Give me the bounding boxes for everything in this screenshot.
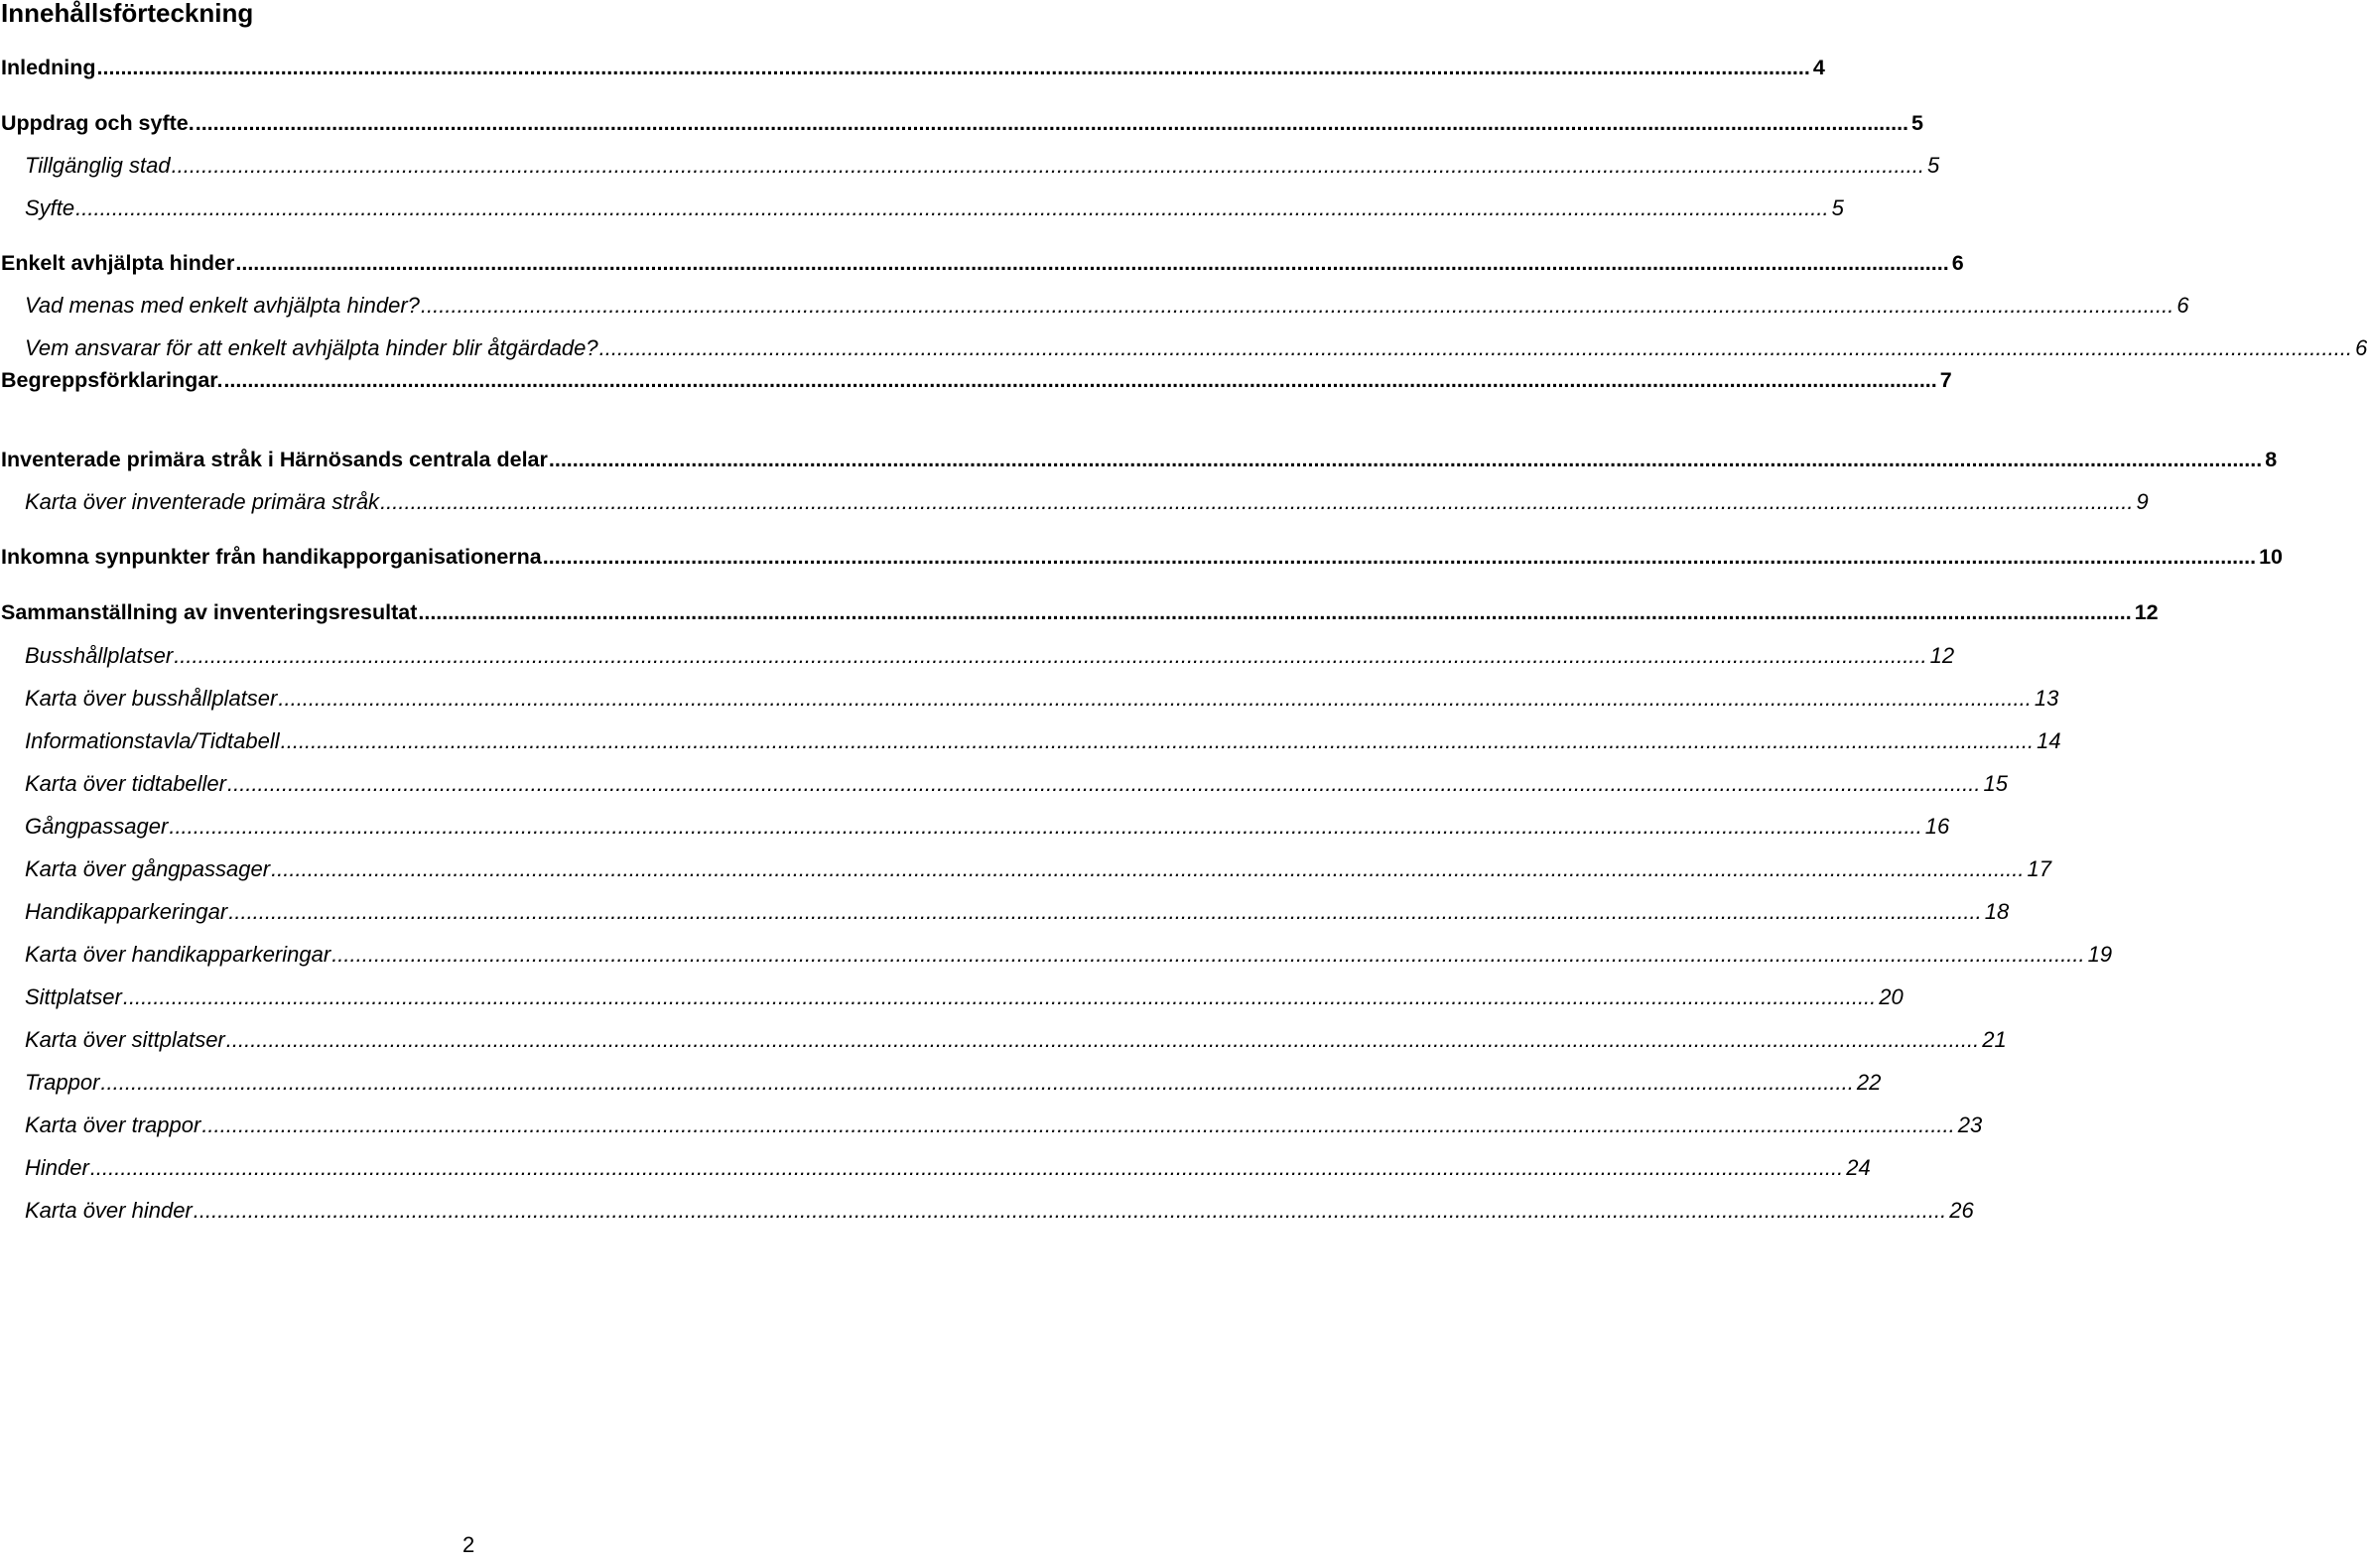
toc-entry-page: 21 bbox=[1982, 1027, 2007, 1052]
toc-leader bbox=[228, 899, 1981, 925]
toc-entry-page: 5 bbox=[1911, 111, 1923, 135]
toc-entry[interactable] bbox=[0, 814, 1950, 844]
toc-leader bbox=[123, 984, 1876, 1010]
toc-entry-page: 13 bbox=[2034, 686, 2059, 711]
toc-entry-page: 20 bbox=[1879, 984, 1904, 1009]
toc-leader bbox=[549, 448, 2262, 472]
toc-leader bbox=[90, 1155, 1843, 1181]
toc-entry-page: 18 bbox=[1984, 899, 2010, 924]
toc-entry-label: Vem ansvarar för att enkelt avhjälpta hinder blir åtgärdade? bbox=[25, 335, 598, 360]
toc-leader bbox=[194, 1198, 1946, 1224]
toc-leader bbox=[226, 1027, 1979, 1053]
toc-entry-label: Gångpassager bbox=[25, 814, 169, 839]
toc-entry-label: Karta över gångpassager bbox=[25, 856, 271, 881]
toc-entry-page: 6 bbox=[1951, 251, 1964, 275]
toc-entry-page: 19 bbox=[2087, 942, 2113, 967]
toc-entry-page: 12 bbox=[1929, 643, 1955, 668]
toc-entry[interactable] bbox=[0, 771, 2008, 801]
toc-entry[interactable] bbox=[0, 643, 1955, 673]
toc-entry[interactable] bbox=[0, 899, 2010, 929]
toc-leader bbox=[227, 771, 1980, 797]
toc-entry-page: 23 bbox=[1957, 1112, 1983, 1137]
toc-entry-label: Sammanställning av inventeringsresultat bbox=[1, 600, 418, 624]
toc-entry-page: 5 bbox=[1831, 196, 1844, 220]
toc-leader bbox=[278, 686, 2031, 712]
toc-leader bbox=[418, 600, 2131, 625]
toc-entry[interactable] bbox=[0, 1198, 1974, 1228]
toc-entry[interactable] bbox=[0, 56, 1825, 85]
toc-entry-page: 17 bbox=[2027, 856, 2052, 881]
toc-entry[interactable] bbox=[0, 1155, 1871, 1185]
toc-entry-page: 14 bbox=[2037, 728, 2061, 753]
toc-entry-label: Karta över trappor bbox=[25, 1112, 201, 1137]
toc-entry-page: 16 bbox=[1924, 814, 1950, 839]
toc-entry-label: Handikapparkeringar bbox=[25, 899, 228, 924]
toc-entry-label: Uppdrag och syfte. bbox=[1, 111, 195, 135]
toc-leader bbox=[380, 489, 2133, 515]
toc-leader bbox=[172, 153, 1924, 179]
toc-entry-page: 9 bbox=[2136, 489, 2149, 514]
toc-entry[interactable] bbox=[0, 153, 1940, 183]
toc-entry-page: 7 bbox=[1939, 368, 1952, 392]
toc-entry-page: 6 bbox=[2176, 293, 2189, 318]
toc-entry-label: Hinder bbox=[25, 1155, 89, 1180]
toc-entry-label: Begreppsförklaringar. bbox=[1, 368, 223, 392]
toc-entry-label: Trappor bbox=[25, 1070, 100, 1095]
toc-leader bbox=[543, 545, 2256, 570]
toc-entry[interactable] bbox=[0, 111, 1923, 141]
toc-entry-page: 10 bbox=[2259, 545, 2283, 569]
toc-entry-label: Syfte bbox=[25, 196, 75, 220]
toc-entry[interactable] bbox=[0, 1070, 1882, 1100]
toc-entry-page: 5 bbox=[1927, 153, 1940, 178]
toc-entry[interactable] bbox=[0, 196, 1844, 225]
toc-entry[interactable] bbox=[0, 856, 2052, 886]
page-number: 2 bbox=[462, 1532, 475, 1557]
toc-leader bbox=[174, 643, 1926, 669]
toc-entry[interactable] bbox=[0, 600, 2159, 630]
toc-entry-label: Sittplatser bbox=[25, 984, 122, 1009]
toc-entry-label: Karta över hinder bbox=[25, 1198, 193, 1223]
toc-entry-label: Karta över handikapparkeringar bbox=[25, 942, 331, 967]
toc-entry[interactable] bbox=[0, 489, 2149, 519]
toc-entry[interactable] bbox=[0, 942, 2113, 972]
toc-entry-page: 4 bbox=[1812, 56, 1825, 79]
toc-leader bbox=[271, 856, 2024, 882]
toc-leader bbox=[97, 56, 1810, 80]
toc-entry-label: Karta över inventerade primära stråk bbox=[25, 489, 380, 514]
toc-leader bbox=[281, 728, 2034, 754]
toc-leader bbox=[421, 293, 2173, 319]
toc-leader bbox=[75, 196, 1828, 221]
toc-leader bbox=[201, 1112, 1954, 1138]
toc-entry[interactable] bbox=[0, 368, 1952, 398]
toc-entry[interactable] bbox=[0, 251, 1964, 281]
toc-entry-page: 24 bbox=[1846, 1155, 1871, 1180]
toc-entry[interactable] bbox=[0, 1112, 1983, 1142]
toc-entry-label: Karta över tidtabeller bbox=[25, 771, 226, 796]
toc-entry[interactable] bbox=[0, 335, 2367, 365]
toc-entry-label: Vad menas med enkelt avhjälpta hinder? bbox=[25, 293, 420, 318]
toc-entry[interactable] bbox=[0, 1027, 2007, 1057]
toc-entry-label: Inkomna synpunkter från handikapporganisationerna bbox=[1, 545, 542, 569]
toc-leader bbox=[100, 1070, 1853, 1096]
toc-entry-label: Karta över busshållplatser bbox=[25, 686, 278, 711]
toc-leader bbox=[223, 368, 1936, 393]
toc-entry-page: 12 bbox=[2134, 600, 2159, 624]
toc-entry[interactable] bbox=[0, 293, 2189, 323]
toc-leader bbox=[235, 251, 1948, 276]
toc-leader bbox=[169, 814, 1921, 840]
toc-entry[interactable] bbox=[0, 545, 2283, 575]
toc-leader bbox=[599, 335, 2352, 361]
toc-leader bbox=[331, 942, 2084, 968]
toc-leader bbox=[196, 111, 1908, 136]
toc-entry[interactable] bbox=[0, 448, 2278, 477]
toc-entry-label: Busshållplatser bbox=[25, 643, 174, 668]
toc-entry-page: 22 bbox=[1856, 1070, 1882, 1095]
toc-entry-label: Inventerade primära stråk i Härnösands centrala delar bbox=[1, 448, 548, 471]
toc-entry-page: 26 bbox=[1949, 1198, 1974, 1223]
toc-entry-label: Karta över sittplatser bbox=[25, 1027, 225, 1052]
toc-entry[interactable] bbox=[0, 984, 1904, 1014]
toc-entry-page: 6 bbox=[2355, 335, 2367, 360]
toc-entry-label: Tillgänglig stad bbox=[25, 153, 171, 178]
toc-entry-label: Informationstavla/Tidtabell bbox=[25, 728, 280, 753]
toc-entry-label: Enkelt avhjälpta hinder bbox=[1, 251, 235, 275]
toc-entry-label: Inledning bbox=[1, 56, 96, 79]
toc-entry-page: 15 bbox=[1983, 771, 2008, 796]
toc-entry[interactable] bbox=[0, 686, 2059, 716]
toc-heading: Innehållsförteckning bbox=[1, 0, 254, 28]
toc-entry-page: 8 bbox=[2265, 448, 2278, 471]
toc-entry[interactable] bbox=[0, 728, 2061, 758]
